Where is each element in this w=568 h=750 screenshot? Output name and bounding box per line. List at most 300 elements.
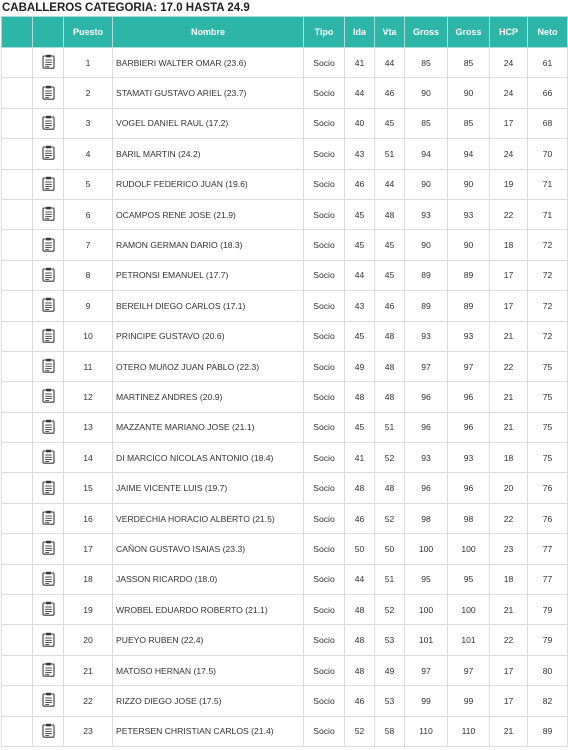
cell-gross: 110 (405, 716, 448, 746)
cell-ida: 48 (345, 625, 375, 655)
cell-puesto: 16 (64, 503, 113, 533)
scorecard-cell[interactable] (33, 625, 64, 655)
clipboard-icon[interactable] (42, 449, 55, 466)
cell-neto: 76 (528, 503, 568, 533)
clipboard-icon[interactable] (42, 358, 55, 375)
cell-neto: 89 (528, 716, 568, 746)
table-row (2, 260, 568, 290)
clipboard-icon[interactable] (42, 540, 55, 557)
cell-neto: 79 (528, 595, 568, 625)
cell-gross: 97 (405, 655, 448, 685)
cell-vta: 45 (375, 108, 405, 138)
cell-ida: 49 (345, 351, 375, 381)
cell-vta: 48 (375, 351, 405, 381)
cell-vta: 51 (375, 139, 405, 169)
cell-nombre: VOGEL DANIEL RAUL (17.2) (113, 108, 304, 138)
cell-neto: 71 (528, 169, 568, 199)
cell-hcp: 21 (490, 412, 528, 442)
row-spacer-cell (2, 169, 33, 199)
cell-puesto: 22 (64, 686, 113, 716)
cell-gross: 85 (405, 108, 448, 138)
table-row (2, 473, 568, 503)
scorecard-cell[interactable] (33, 564, 64, 594)
cell-hcp: 17 (490, 655, 528, 685)
cell-nombre: MATOSO HERNAN (17.5) (113, 655, 304, 685)
cell-gross-2: 95 (448, 564, 490, 594)
cell-vta: 52 (375, 503, 405, 533)
row-spacer-cell (2, 716, 33, 746)
cell-vta: 51 (375, 412, 405, 442)
scorecard-cell[interactable] (33, 291, 64, 321)
cell-tipo: Socio (304, 412, 345, 442)
row-spacer-cell (2, 321, 33, 351)
row-spacer-cell (2, 625, 33, 655)
cell-gross-2: 93 (448, 321, 490, 351)
header-ida[interactable]: Ida (345, 17, 375, 48)
cell-hcp: 17 (490, 686, 528, 716)
header-neto[interactable]: Neto (528, 17, 568, 48)
clipboard-icon[interactable] (42, 632, 55, 649)
cell-gross-2: 97 (448, 351, 490, 381)
cell-neto: 61 (528, 48, 568, 78)
cell-gross-2: 85 (448, 48, 490, 78)
cell-gross: 96 (405, 412, 448, 442)
table-row (2, 291, 568, 321)
scorecard-cell[interactable] (33, 169, 64, 199)
row-spacer-cell (2, 443, 33, 473)
cell-gross: 93 (405, 199, 448, 229)
cell-hcp: 21 (490, 382, 528, 412)
cell-neto: 72 (528, 260, 568, 290)
cell-tipo: Socio (304, 625, 345, 655)
cell-neto: 76 (528, 473, 568, 503)
cell-hcp: 22 (490, 199, 528, 229)
cell-ida: 48 (345, 595, 375, 625)
cell-neto: 75 (528, 412, 568, 442)
cell-puesto: 10 (64, 321, 113, 351)
cell-nombre: DI MARCICO NICOLAS ANTONIO (18.4) (113, 443, 304, 473)
cell-nombre: PUEYO RUBEN (22.4) (113, 625, 304, 655)
cell-vta: 46 (375, 78, 405, 108)
cell-gross-2: 97 (448, 655, 490, 685)
cell-gross-2: 90 (448, 78, 490, 108)
row-spacer-cell (2, 230, 33, 260)
clipboard-icon[interactable] (42, 723, 55, 740)
cell-puesto: 4 (64, 139, 113, 169)
scorecard-cell[interactable] (33, 686, 64, 716)
cell-hcp: 18 (490, 564, 528, 594)
cell-tipo: Socio (304, 321, 345, 351)
cell-gross-2: 93 (448, 443, 490, 473)
cell-neto: 75 (528, 443, 568, 473)
cell-tipo: Socio (304, 503, 345, 533)
table-row (2, 686, 568, 716)
scorecard-cell[interactable] (33, 473, 64, 503)
cell-ida: 43 (345, 139, 375, 169)
cell-ida: 44 (345, 260, 375, 290)
scorecard-cell[interactable] (33, 443, 64, 473)
scorecard-cell[interactable] (33, 260, 64, 290)
table-row (2, 503, 568, 533)
clipboard-icon[interactable] (42, 328, 55, 345)
clipboard-icon[interactable] (42, 571, 55, 588)
cell-vta: 58 (375, 716, 405, 746)
cell-puesto: 14 (64, 443, 113, 473)
header-nombre[interactable]: Nombre (113, 17, 304, 48)
cell-vta: 46 (375, 291, 405, 321)
cell-neto: 77 (528, 564, 568, 594)
cell-nombre: OCAMPOS RENE JOSE (21.9) (113, 199, 304, 229)
cell-hcp: 21 (490, 716, 528, 746)
cell-gross: 93 (405, 321, 448, 351)
clipboard-icon[interactable] (42, 388, 55, 405)
row-spacer-cell (2, 108, 33, 138)
cell-vta: 45 (375, 260, 405, 290)
cell-vta: 48 (375, 321, 405, 351)
cell-hcp: 24 (490, 139, 528, 169)
cell-nombre: BARIL MARTIN (24.2) (113, 139, 304, 169)
cell-gross-2: 96 (448, 412, 490, 442)
cell-nombre: MARTINEZ ANDRES (20.9) (113, 382, 304, 412)
cell-gross: 85 (405, 48, 448, 78)
cell-nombre: WROBEL EDUARDO ROBERTO (21.1) (113, 595, 304, 625)
scorecard-cell[interactable] (33, 412, 64, 442)
row-spacer-cell (2, 199, 33, 229)
scorecard-cell[interactable] (33, 655, 64, 685)
cell-neto: 72 (528, 291, 568, 321)
cell-ida: 43 (345, 291, 375, 321)
cell-puesto: 15 (64, 473, 113, 503)
cell-puesto: 11 (64, 351, 113, 381)
header-vta[interactable]: Vta (375, 17, 405, 48)
scorecard-cell[interactable] (33, 139, 64, 169)
row-spacer-cell (2, 655, 33, 685)
scorecard-cell[interactable] (33, 108, 64, 138)
table-row (2, 595, 568, 625)
cell-vta: 49 (375, 655, 405, 685)
cell-puesto: 20 (64, 625, 113, 655)
cell-gross: 99 (405, 686, 448, 716)
cell-tipo: Socio (304, 230, 345, 260)
cell-ida: 45 (345, 412, 375, 442)
cell-neto: 70 (528, 139, 568, 169)
cell-vta: 52 (375, 443, 405, 473)
row-spacer-cell (2, 564, 33, 594)
cell-vta: 44 (375, 48, 405, 78)
cell-tipo: Socio (304, 382, 345, 412)
row-spacer-cell (2, 291, 33, 321)
cell-ida: 46 (345, 169, 375, 199)
row-spacer-cell (2, 503, 33, 533)
cell-ida: 45 (345, 199, 375, 229)
cell-gross: 95 (405, 564, 448, 594)
cell-ida: 48 (345, 382, 375, 412)
table-row (2, 716, 568, 746)
header-tipo[interactable]: Tipo (304, 17, 345, 48)
clipboard-icon[interactable] (42, 115, 55, 132)
table-row (2, 321, 568, 351)
cell-ida: 41 (345, 443, 375, 473)
cell-puesto: 6 (64, 199, 113, 229)
cell-vta: 51 (375, 564, 405, 594)
table-row (2, 230, 568, 260)
cell-nombre: OTERO MUñOZ JUAN PABLO (22.3) (113, 351, 304, 381)
cell-vta: 53 (375, 686, 405, 716)
row-spacer-cell (2, 139, 33, 169)
clipboard-icon[interactable] (42, 601, 55, 618)
row-spacer-cell (2, 412, 33, 442)
cell-ida: 44 (345, 564, 375, 594)
cell-neto: 77 (528, 534, 568, 564)
cell-neto: 66 (528, 78, 568, 108)
cell-vta: 52 (375, 595, 405, 625)
cell-neto: 71 (528, 199, 568, 229)
cell-gross: 96 (405, 382, 448, 412)
scorecard-cell[interactable] (33, 48, 64, 78)
header-gross-2[interactable]: Gross (448, 17, 490, 48)
cell-puesto: 9 (64, 291, 113, 321)
cell-gross: 89 (405, 260, 448, 290)
cell-hcp: 21 (490, 595, 528, 625)
row-spacer-cell (2, 78, 33, 108)
row-spacer-cell (2, 595, 33, 625)
results-table (1, 16, 568, 747)
table-row (2, 625, 568, 655)
cell-nombre: JASSON RICARDO (18.0) (113, 564, 304, 594)
cell-puesto: 5 (64, 169, 113, 199)
clipboard-icon[interactable] (42, 419, 55, 436)
cell-hcp: 22 (490, 503, 528, 533)
cell-tipo: Socio (304, 716, 345, 746)
cell-ida: 52 (345, 716, 375, 746)
cell-nombre: CAÑON GUSTAVO ISAIAS (23.3) (113, 534, 304, 564)
cell-gross: 96 (405, 473, 448, 503)
cell-hcp: 20 (490, 473, 528, 503)
scorecard-cell[interactable] (33, 78, 64, 108)
table-row (2, 351, 568, 381)
cell-tipo: Socio (304, 48, 345, 78)
table-row (2, 199, 568, 229)
cell-ida: 45 (345, 230, 375, 260)
cell-gross: 101 (405, 625, 448, 655)
table-row (2, 48, 568, 78)
cell-gross-2: 90 (448, 169, 490, 199)
table-row (2, 564, 568, 594)
cell-puesto: 19 (64, 595, 113, 625)
cell-hcp: 18 (490, 443, 528, 473)
row-spacer-cell (2, 260, 33, 290)
clipboard-icon[interactable] (42, 692, 55, 709)
cell-tipo: Socio (304, 78, 345, 108)
cell-tipo: Socio (304, 595, 345, 625)
clipboard-icon[interactable] (42, 176, 55, 193)
clipboard-icon[interactable] (42, 510, 55, 527)
cell-tipo: Socio (304, 443, 345, 473)
header-hcp[interactable]: HCP (490, 17, 528, 48)
scorecard-cell[interactable] (33, 321, 64, 351)
cell-gross: 94 (405, 139, 448, 169)
cell-hcp: 19 (490, 169, 528, 199)
cell-tipo: Socio (304, 169, 345, 199)
cell-vta: 48 (375, 199, 405, 229)
row-spacer-cell (2, 473, 33, 503)
cell-puesto: 21 (64, 655, 113, 685)
cell-nombre: VERDECHIA HORACIO ALBERTO (21.5) (113, 503, 304, 533)
cell-puesto: 23 (64, 716, 113, 746)
cell-gross-2: 110 (448, 716, 490, 746)
cell-neto: 75 (528, 382, 568, 412)
cell-neto: 68 (528, 108, 568, 138)
cell-nombre: PETRONSI EMANUEL (17.7) (113, 260, 304, 290)
cell-neto: 79 (528, 625, 568, 655)
cell-gross-2: 100 (448, 534, 490, 564)
page-title: CABALLEROS CATEGORIA: 17.0 HASTA 24.9 (2, 2, 250, 14)
cell-hcp: 24 (490, 78, 528, 108)
clipboard-icon[interactable] (42, 206, 55, 223)
cell-gross-2: 89 (448, 260, 490, 290)
cell-gross-2: 89 (448, 291, 490, 321)
row-spacer-cell (2, 686, 33, 716)
cell-ida: 45 (345, 321, 375, 351)
cell-gross: 90 (405, 78, 448, 108)
cell-neto: 72 (528, 321, 568, 351)
clipboard-icon[interactable] (42, 54, 55, 71)
header-icon-column (33, 17, 64, 48)
cell-ida: 41 (345, 48, 375, 78)
clipboard-icon[interactable] (42, 145, 55, 162)
cell-hcp: 23 (490, 534, 528, 564)
table-row (2, 412, 568, 442)
cell-nombre: MAZZANTE MARIANO JOSE (21.1) (113, 412, 304, 442)
scorecard-cell[interactable] (33, 503, 64, 533)
table-row (2, 655, 568, 685)
cell-puesto: 12 (64, 382, 113, 412)
row-spacer-cell (2, 382, 33, 412)
cell-nombre: RUDOLF FEDERICO JUAN (19.6) (113, 169, 304, 199)
cell-hcp: 21 (490, 321, 528, 351)
cell-gross: 90 (405, 230, 448, 260)
cell-gross-2: 96 (448, 473, 490, 503)
cell-gross: 100 (405, 534, 448, 564)
clipboard-icon[interactable] (42, 480, 55, 497)
scorecard-cell[interactable] (33, 595, 64, 625)
cell-gross-2: 94 (448, 139, 490, 169)
cell-hcp: 22 (490, 351, 528, 381)
row-spacer-cell (2, 48, 33, 78)
cell-puesto: 2 (64, 78, 113, 108)
cell-hcp: 17 (490, 291, 528, 321)
cell-puesto: 3 (64, 108, 113, 138)
cell-tipo: Socio (304, 534, 345, 564)
cell-ida: 48 (345, 655, 375, 685)
cell-tipo: Socio (304, 351, 345, 381)
scorecard-cell[interactable] (33, 199, 64, 229)
cell-nombre: PETERSEN CHRISTIAN CARLOS (21.4) (113, 716, 304, 746)
scorecard-cell[interactable] (33, 716, 64, 746)
cell-gross-2: 101 (448, 625, 490, 655)
cell-nombre: BEREILH DIEGO CARLOS (17.1) (113, 291, 304, 321)
clipboard-icon[interactable] (42, 267, 55, 284)
cell-neto: 80 (528, 655, 568, 685)
table-row (2, 382, 568, 412)
cell-nombre: PRINCIPE GUSTAVO (20.6) (113, 321, 304, 351)
scorecard-cell[interactable] (33, 351, 64, 381)
cell-puesto: 17 (64, 534, 113, 564)
cell-nombre: RIZZO DIEGO JOSE (17.5) (113, 686, 304, 716)
table-row (2, 534, 568, 564)
cell-tipo: Socio (304, 291, 345, 321)
cell-vta: 48 (375, 473, 405, 503)
clipboard-icon[interactable] (42, 85, 55, 102)
cell-neto: 75 (528, 351, 568, 381)
cell-hcp: 18 (490, 230, 528, 260)
cell-tipo: Socio (304, 260, 345, 290)
cell-gross-2: 98 (448, 503, 490, 533)
scorecard-cell[interactable] (33, 230, 64, 260)
cell-puesto: 8 (64, 260, 113, 290)
cell-vta: 50 (375, 534, 405, 564)
cell-gross-2: 85 (448, 108, 490, 138)
cell-hcp: 24 (490, 48, 528, 78)
clipboard-icon[interactable] (42, 662, 55, 679)
cell-neto: 82 (528, 686, 568, 716)
cell-ida: 46 (345, 686, 375, 716)
header-blank (2, 17, 33, 48)
cell-tipo: Socio (304, 108, 345, 138)
cell-nombre: BARBIERI WALTER OMAR (23.6) (113, 48, 304, 78)
cell-vta: 48 (375, 382, 405, 412)
cell-gross-2: 100 (448, 595, 490, 625)
cell-puesto: 7 (64, 230, 113, 260)
cell-tipo: Socio (304, 139, 345, 169)
scorecard-cell[interactable] (33, 382, 64, 412)
cell-nombre: RAMON GERMAN DARIO (18.3) (113, 230, 304, 260)
row-spacer-cell (2, 351, 33, 381)
table-header-row (2, 17, 568, 48)
cell-gross-2: 99 (448, 686, 490, 716)
cell-tipo: Socio (304, 686, 345, 716)
cell-tipo: Socio (304, 473, 345, 503)
scorecard-cell[interactable] (33, 534, 64, 564)
cell-gross: 97 (405, 351, 448, 381)
header-gross[interactable]: Gross (405, 17, 448, 48)
clipboard-icon[interactable] (42, 237, 55, 254)
cell-gross: 90 (405, 169, 448, 199)
cell-nombre: JAIME VICENTE LUIS (19.7) (113, 473, 304, 503)
cell-gross: 93 (405, 443, 448, 473)
cell-vta: 53 (375, 625, 405, 655)
cell-puesto: 18 (64, 564, 113, 594)
cell-neto: 72 (528, 230, 568, 260)
cell-hcp: 22 (490, 625, 528, 655)
header-puesto[interactable]: Puesto (64, 17, 113, 48)
cell-hcp: 17 (490, 108, 528, 138)
cell-tipo: Socio (304, 199, 345, 229)
cell-gross: 98 (405, 503, 448, 533)
cell-ida: 46 (345, 503, 375, 533)
table-row (2, 108, 568, 138)
clipboard-icon[interactable] (42, 297, 55, 314)
cell-tipo: Socio (304, 564, 345, 594)
cell-gross: 100 (405, 595, 448, 625)
cell-puesto: 13 (64, 412, 113, 442)
table-row (2, 139, 568, 169)
cell-gross: 89 (405, 291, 448, 321)
cell-hcp: 17 (490, 260, 528, 290)
cell-gross-2: 96 (448, 382, 490, 412)
cell-vta: 44 (375, 169, 405, 199)
cell-gross-2: 90 (448, 230, 490, 260)
